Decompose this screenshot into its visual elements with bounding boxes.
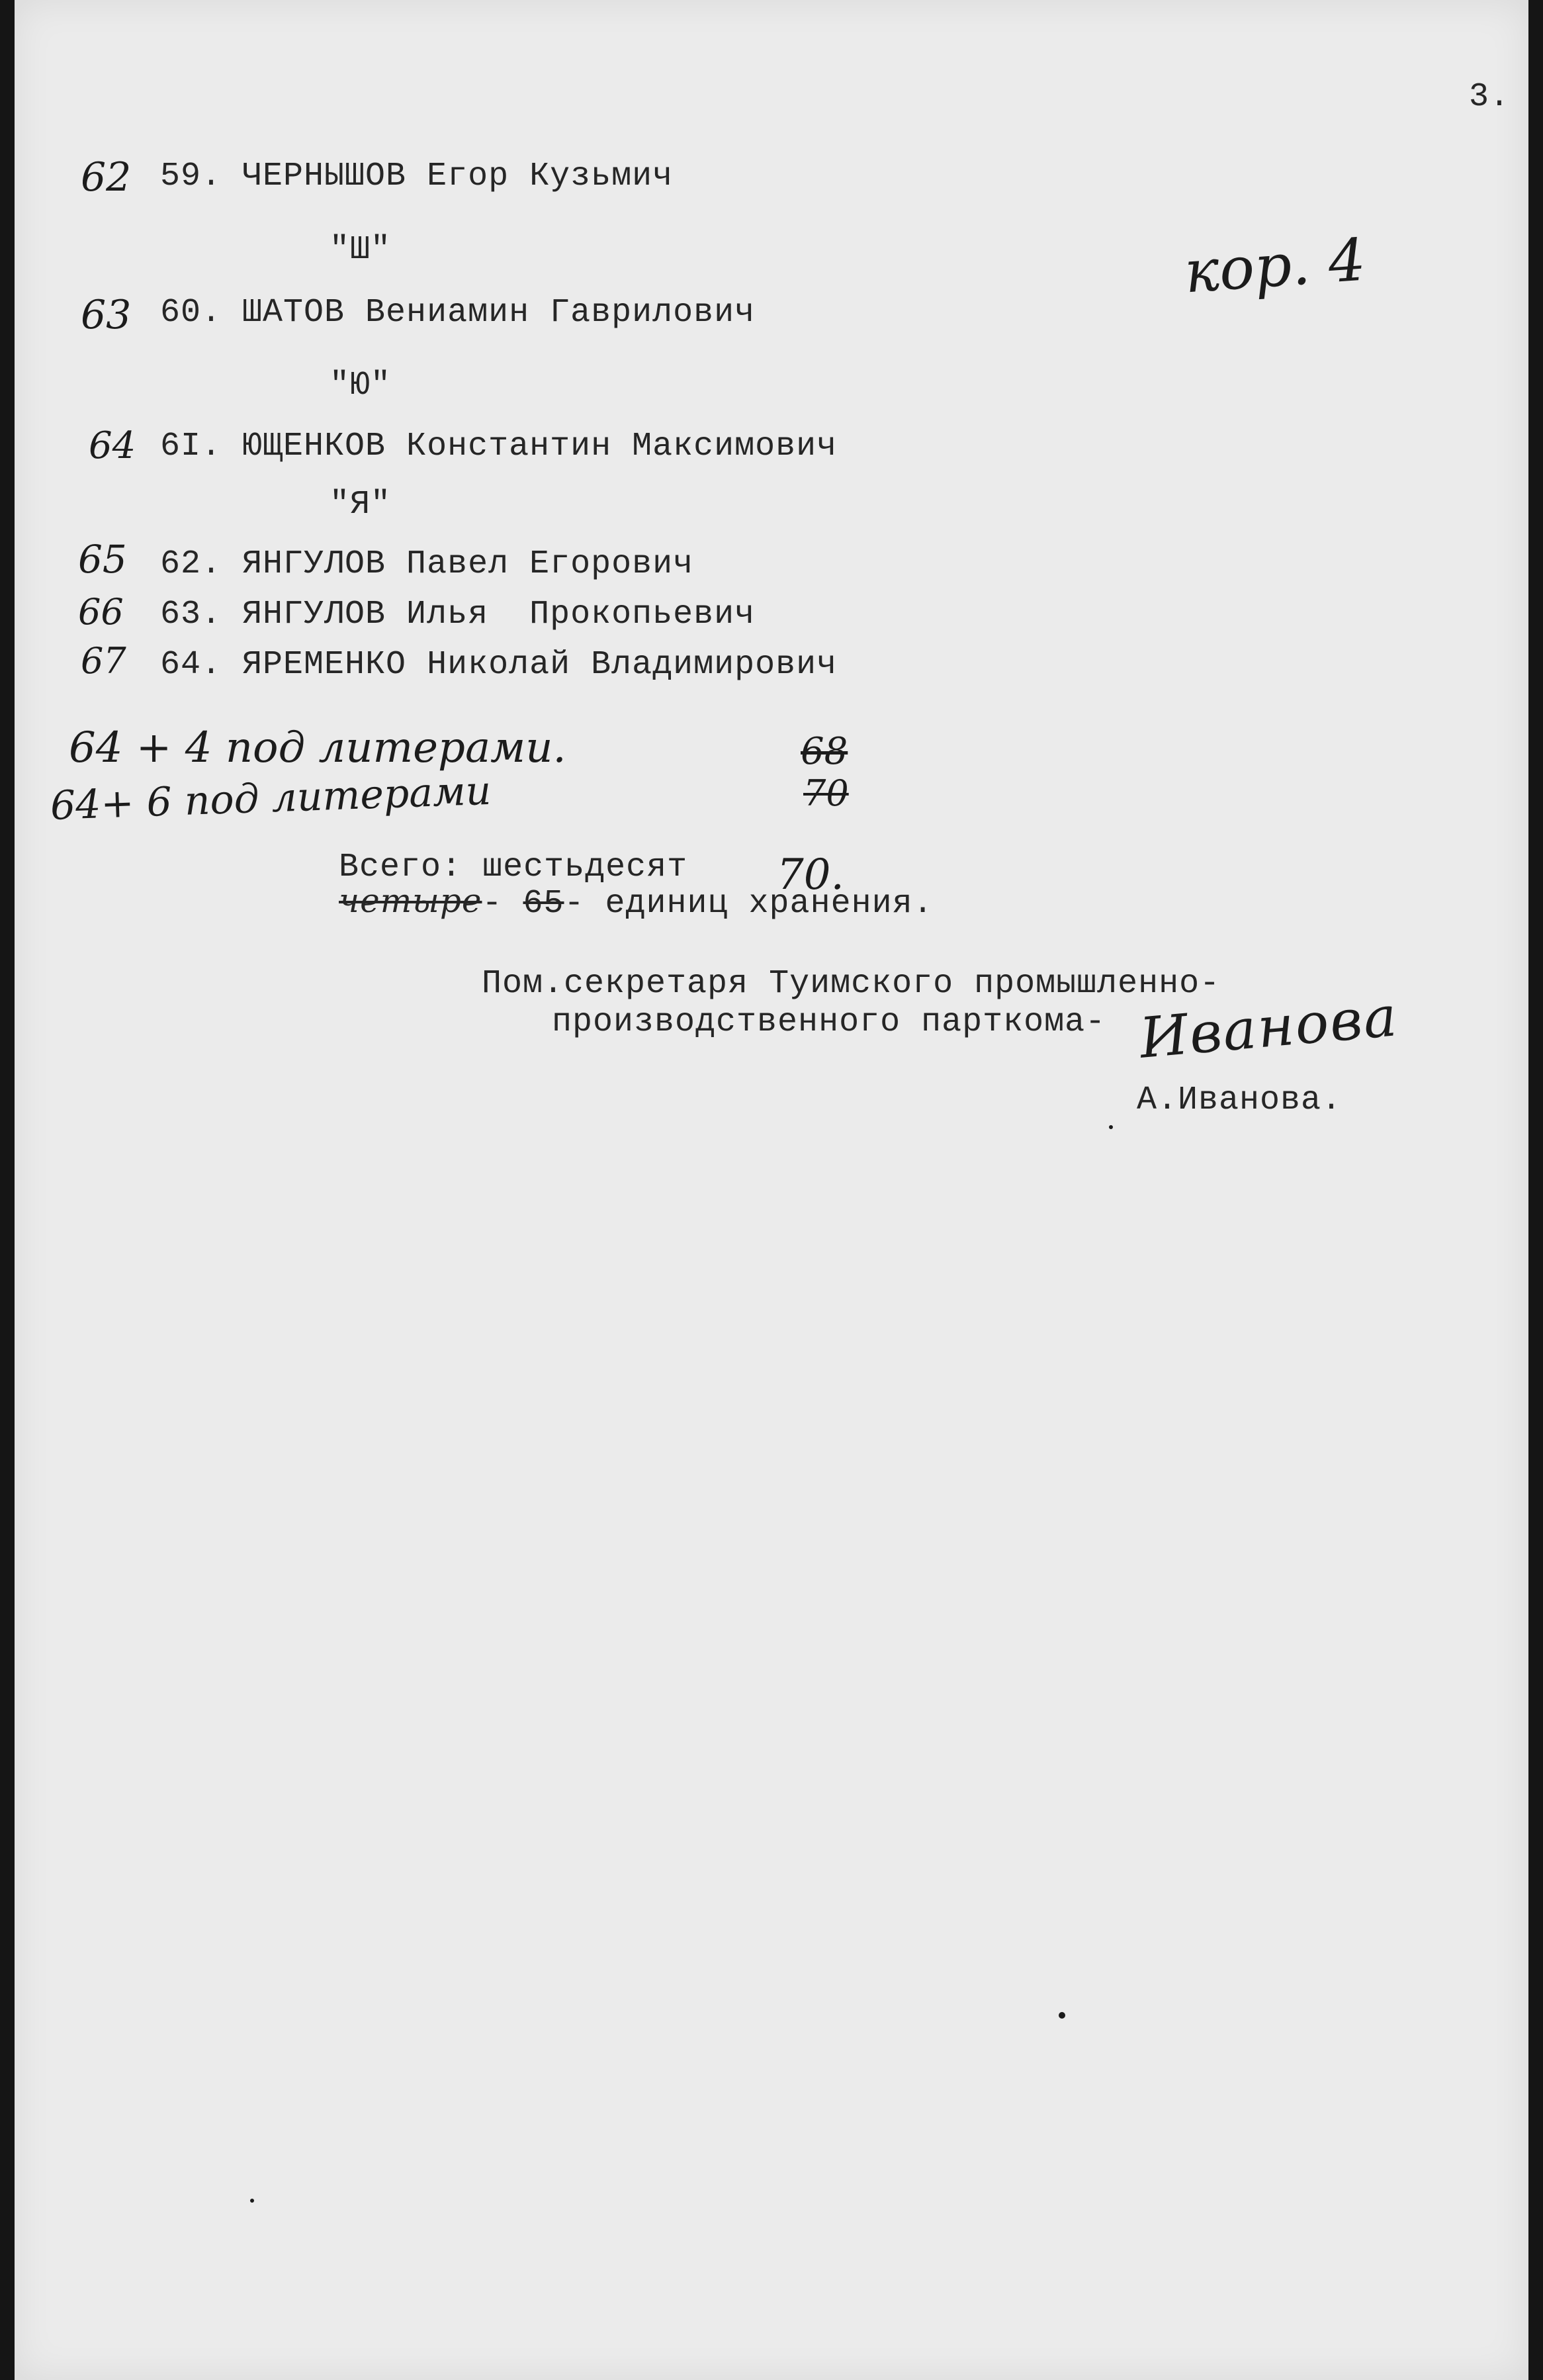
total-suffix: единиц хранения. — [605, 885, 934, 923]
box-note: кор. 4 — [1182, 225, 1368, 306]
signature-line-1: Пом.секретаря Туимского промышленно- — [482, 965, 1221, 1003]
struck-number: 65 — [523, 885, 564, 923]
entry-line: 63. ЯНГУЛОВ Илья Прокопьевич — [160, 596, 756, 633]
hand-number: 65 — [78, 537, 127, 582]
document-page — [15, 0, 1528, 2380]
letter-heading: "Ю" — [330, 367, 392, 404]
correction-bottom: 70. — [777, 850, 844, 899]
page-number: 3. — [1469, 78, 1511, 116]
correction-top: 68 — [801, 730, 848, 773]
total-line: Всего: шестьдесят четыре- 65- единиц хранения. — [339, 848, 934, 923]
total-prefix: Всего: шестьдесят — [339, 848, 688, 886]
hand-total-note-2: 64+ 6 под литерами — [49, 767, 492, 829]
entry-line: 6I. ЮЩЕНКОВ Константин Максимович — [160, 428, 838, 465]
hand-total-note-1: 64 + 4 под литерами. — [69, 723, 566, 772]
entry-line: 60. ШАТОВ Вениамин Гаврилович — [160, 294, 756, 332]
entry-line: 64. ЯРЕМЕНКО Николай Владимирович — [160, 646, 838, 684]
letter-heading: "Ш" — [330, 231, 392, 269]
stray-dot — [1059, 2012, 1065, 2019]
signer-name: А.Иванова. — [1137, 1081, 1343, 1119]
signature-line-2: производственного парткома- — [552, 1003, 1106, 1041]
entry-line: 59. ЧЕРНЫШОВ Егор Кузьмич — [160, 158, 674, 195]
hand-number: 67 — [81, 640, 126, 682]
struck-word: четыре — [339, 882, 482, 920]
hand-number: 62 — [81, 154, 132, 201]
letter-heading: "Я" — [330, 486, 392, 524]
stray-dot — [1109, 1125, 1113, 1129]
hand-number: 66 — [78, 591, 124, 633]
correction-mid: 70 — [803, 772, 849, 814]
entry-line: 62. ЯНГУЛОВ Павел Егорович — [160, 545, 694, 583]
handwritten-signature: Иванова — [1137, 984, 1401, 1071]
hand-number: 63 — [81, 292, 132, 338]
hand-number: 64 — [89, 424, 136, 467]
stray-dot — [250, 2199, 254, 2203]
